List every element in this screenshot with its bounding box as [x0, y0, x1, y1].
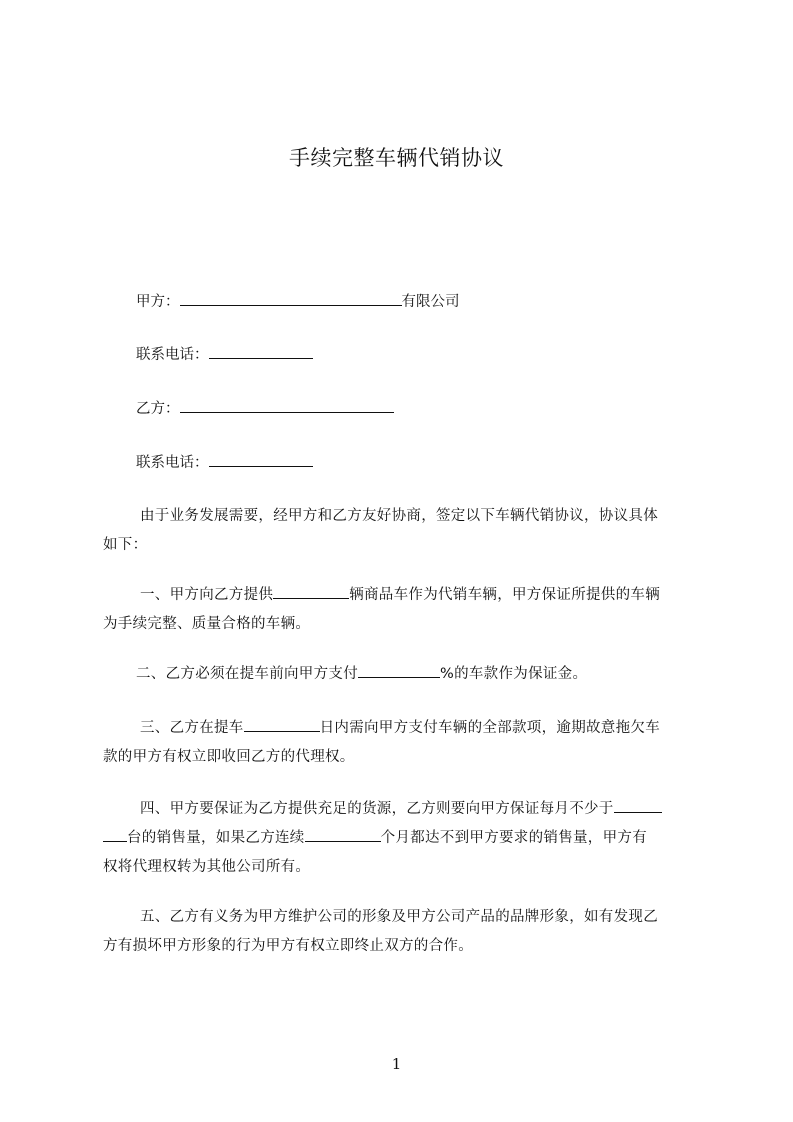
clause-1-blank [273, 583, 349, 599]
clause-3 [103, 714, 703, 772]
clause-4-line-3: 权将代理权转为其他公司所有。 [103, 859, 311, 875]
clause-4-blank-c [305, 826, 381, 842]
party-b-line [136, 397, 394, 420]
party-b-blank [180, 397, 394, 413]
clause-2-pre: 二、乙方必须在提车前向甲方支付 [136, 666, 358, 682]
phone-b-label: 联系电话： [136, 455, 209, 471]
phone-b-line [136, 451, 313, 474]
clause-4-pre: 四、甲方要保证为乙方提供充足的货源，乙方则要向甲方保证每月不少于 [140, 801, 614, 817]
clause-4-line-2-end: 个月都达不到甲方要求的销售量，甲方有 [380, 830, 648, 846]
party-a-blank [180, 290, 402, 306]
clause-2-post: %的车款作为保证金。 [440, 666, 588, 682]
clause-1-post: 辆商品车作为代销车辆，甲方保证所提供的车辆 [349, 587, 661, 603]
clause-1-pre: 一、甲方向乙方提供 [140, 587, 274, 603]
document-title: 手续完整车辆代销协议 [289, 146, 504, 170]
clause-5-line-1: 五、乙方有义务为甲方维护公司的形象及甲方公司产品的品牌形象，如有发现乙 [140, 909, 658, 925]
clause-2-blank [358, 662, 440, 678]
intro-paragraph [103, 502, 703, 560]
page-number: 1 [391, 1055, 402, 1073]
party-a-line [136, 290, 460, 313]
intro-line-1: 由于业务发展需要，经甲方和乙方友好协商，签定以下车辆代销协议，协议具体 [140, 508, 658, 524]
party-a-label: 甲方： [136, 294, 180, 310]
clause-5 [103, 903, 703, 961]
clause-4 [103, 795, 703, 882]
clause-4-blank-b [103, 826, 127, 842]
phone-b-blank [209, 451, 313, 467]
phone-a-line [136, 343, 313, 366]
party-b-label: 乙方： [136, 401, 180, 417]
clause-3-line-2: 款的甲方有权立即收回乙方的代理权。 [103, 749, 355, 765]
clause-2 [103, 660, 703, 689]
clause-3-post: 日内需向甲方支付车辆的全部款项，逾期故意拖欠车 [319, 720, 661, 736]
party-a-suffix: 有限公司 [401, 294, 460, 310]
clause-3-pre: 三、乙方在提车 [140, 720, 244, 736]
clause-1 [103, 581, 703, 639]
clause-4-blank-a [614, 797, 662, 813]
phone-a-label: 联系电话： [136, 347, 209, 363]
clause-5-line-2: 方有损坏甲方形象的行为甲方有权立即终止双方的合作。 [103, 938, 473, 954]
clause-3-blank [244, 716, 320, 732]
clause-1-line-2: 为手续完整、质量合格的车辆。 [103, 616, 311, 632]
clause-4-line-2-post: 台的销售量，如果乙方连续 [127, 830, 305, 846]
intro-line-2: 如下： [103, 537, 148, 553]
phone-a-blank [209, 343, 313, 359]
